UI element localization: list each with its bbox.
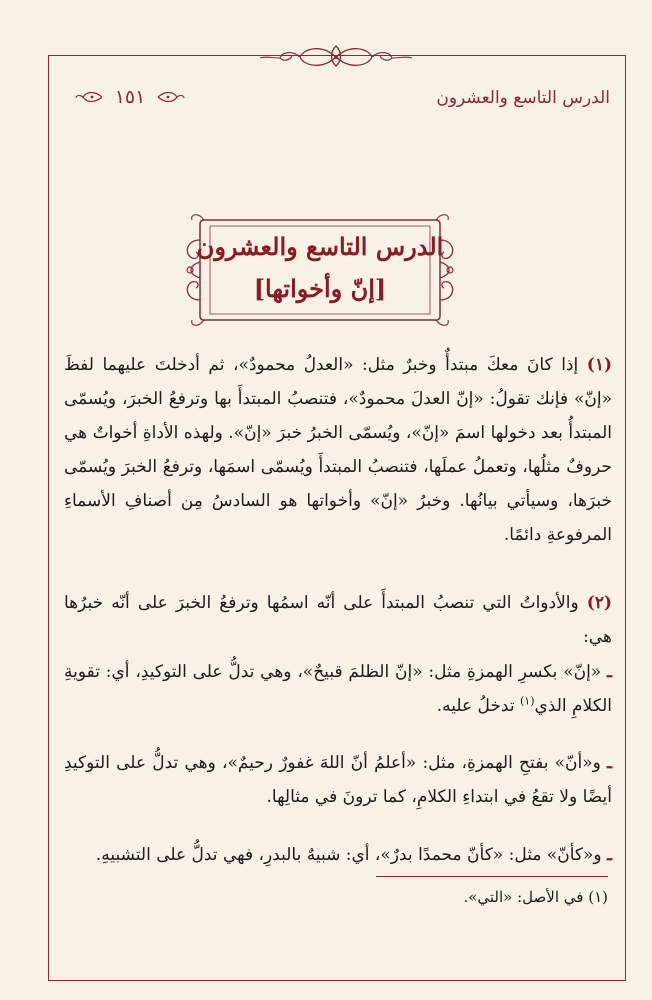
running-header-title: الدرس التاسع والعشرون	[436, 88, 610, 108]
lesson-title: الدرس التاسع والعشرون	[196, 232, 444, 261]
list-item-text: و«كأنّ» مثل: «كأنّ محمدًا بدرٌ»، أي: شبيهٌ بالبدرِ، فهي تدلُّ على التشبيهِ.	[95, 845, 602, 865]
paragraph-text: إذا كانَ معكَ مبتدأٌ وخبرٌ مثل: «العدلُ محمودٌ»، ثم أدخلتَ عليهما لفظَ «إنّ» فإنك تقولُ: «إنّ العدلَ محمودٌ»، فتنصبُ المبتدأَ بها وترفعُ الخبرَ، ويُسمّى المبتدأُ بعد دخولها اسمَ «إنّ»، ويُسمّى الخبرُ خبرَ «إنّ». ولهذه الأداةِ أخواتٌ هي حروفٌ مثلُها، وتعملُ عملَها، فتنصبُ المبتدأَ ويُسمّى اسمَها، وترفعُ الخبرَ ويُسمّى خبرَها، وسيأتي بيانُها. وخبرُ «إنّ» وأخواتها هو السادسُ مِن أصنافِ الأسماءِ المرفوعةِ دائمًا.	[64, 355, 612, 545]
list-dash: ـ	[607, 753, 612, 773]
paragraph-number: (٢)	[586, 593, 613, 613]
page-number: ١٥١	[114, 86, 146, 108]
page-number-flourish-icon	[75, 90, 103, 104]
lesson-title-box	[178, 210, 462, 330]
footnote-reference[interactable]: (١)	[519, 694, 535, 708]
footnote-text: في الأصل: «التي».	[463, 888, 584, 906]
page-number-flourish-icon	[157, 90, 185, 104]
list-item-text: و«أنّ» بفتحِ الهمزةِ، مثل: «أعلمُ أنّ اللهَ غفورٌ رحيمٌ»، وهي تدلُّ على التوكيدِ أيضًا ولا تقعُ في ابتداءِ الكلامِ، كما ترونَ في مثالِها.	[64, 753, 612, 807]
list-dash: ـ	[607, 845, 612, 865]
paragraph-number: (١)	[586, 355, 612, 375]
list-item-text: «إنّ» بكسرِ الهمزةِ مثل: «إنّ الظلمَ قبيحٌ»، وهي تدلُّ على التوكيدِ، أي: تقويةِ الكلامِ الذي	[64, 662, 612, 716]
lesson-subtitle: [إنّ وأخواتها]	[253, 274, 387, 303]
paragraph-1	[64, 348, 612, 552]
footnote	[463, 884, 608, 910]
list-item-text-end: تدخلُ عليه.	[436, 696, 520, 716]
title-cartouche-frame-icon	[178, 210, 462, 330]
list-item	[64, 655, 612, 723]
footnote-marker: (١)	[588, 888, 608, 906]
list-item	[64, 838, 612, 872]
list-item	[64, 746, 612, 814]
paragraph-2	[64, 586, 612, 654]
footnote-divider	[376, 876, 608, 877]
paragraph-text: والأدواتُ التي تنصبُ المبتدأَ على أنّه اسمُها وترفعُ الخبرَ على أنّه خبرُها هي:	[64, 593, 612, 647]
list-dash: ـ	[607, 662, 612, 682]
page-number-block	[75, 84, 185, 112]
